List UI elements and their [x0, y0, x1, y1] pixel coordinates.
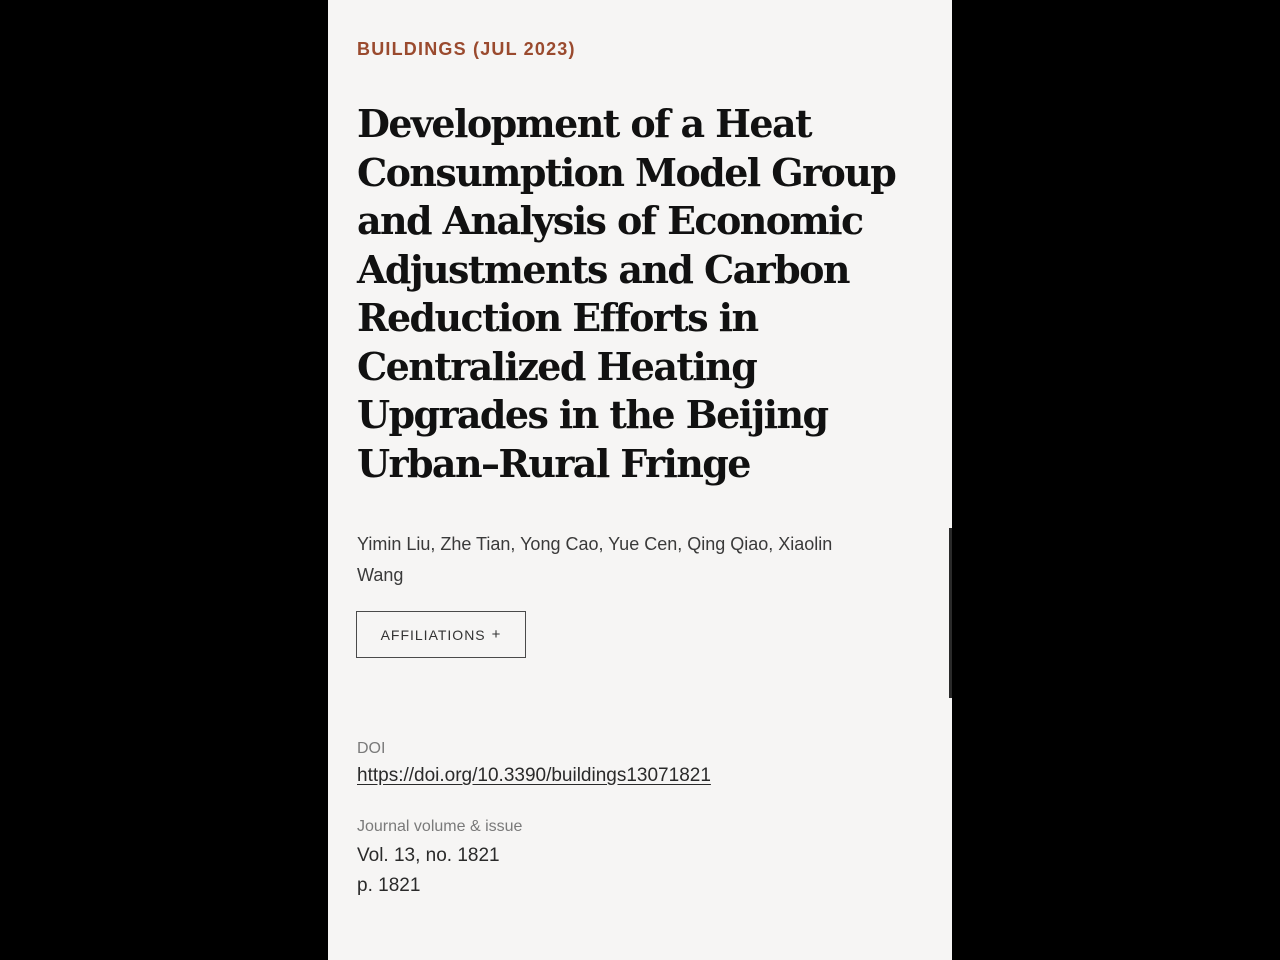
plus-icon: + [491, 626, 502, 643]
affiliations-label: AFFILIATIONS [380, 626, 486, 643]
author-list: Yimin Liu, Zhe Tian, Yong Cao, Yue Cen, Qing Qiao, Xiaolin Wang [357, 534, 833, 585]
scrollbar-thumb[interactable] [949, 528, 952, 698]
volume-issue-value: Vol. 13, no. 1821 [357, 845, 500, 866]
journal-line: BUILDINGS (JUL 2023) [357, 39, 576, 59]
doi-label: DOI [357, 740, 386, 757]
page-number: p. 1821 [357, 875, 421, 896]
article-title: Development of a Heat Consumption Model Group and Analysis of Economic Adjustments and Carbon Reduction Efforts in Centralized Heating Upgrades in the Beijing Urban–Rural Fringe [357, 101, 896, 486]
doi-link[interactable]: https://doi.org/10.3390/buildings13071821 [357, 765, 711, 786]
affiliations-button[interactable] [356, 611, 526, 658]
article-panel [328, 0, 952, 960]
volume-issue-label: Journal volume & issue [357, 818, 523, 835]
